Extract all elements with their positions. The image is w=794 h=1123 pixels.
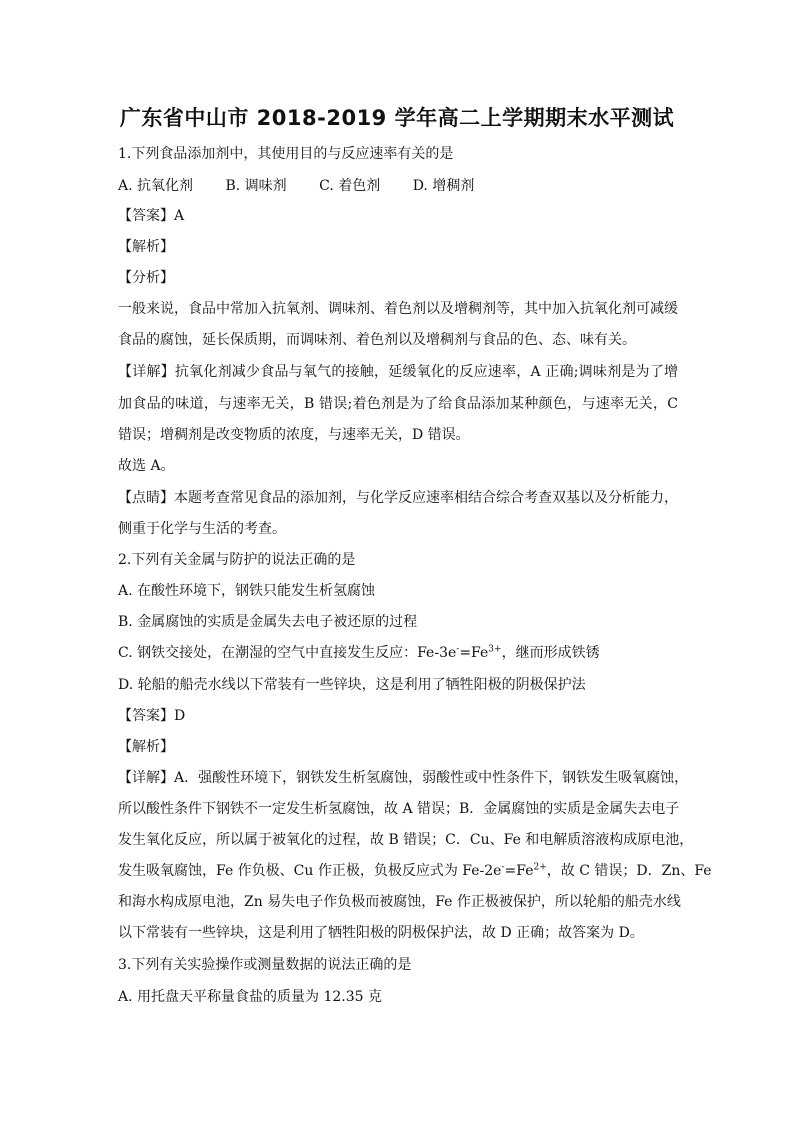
q1-option-d: D. 增稠剂 xyxy=(412,178,475,194)
q2-detail-line xyxy=(118,861,712,881)
q1-option-c: C. 着色剂 xyxy=(319,178,381,194)
q1-comment-line: 侧重于化学与生活的考查。 xyxy=(118,521,286,537)
q2-option-b: B. 金属腐蚀的实质是金属失去电子被还原的过程 xyxy=(118,614,418,630)
q1-analysis-line: 一般来说，食品中常加入抗氧剂、调味剂、着色剂以及增稠剂等，其中加入抗氧化剂可减缓 xyxy=(118,301,678,317)
q2-option-c xyxy=(118,643,678,663)
q2-option-c-eq: =Fe xyxy=(459,645,489,661)
q2-option-c-text: C. 钢铁交接处，在潮湿的空气中直接发生反应：Fe-3e xyxy=(118,645,457,661)
q2-stem: 2.下列有关金属与防护的说法正确的是 xyxy=(118,552,356,568)
q2-detail-eq: =Fe xyxy=(504,863,534,879)
q1-jiexi-heading: 【解析】 xyxy=(118,239,174,255)
q2-jiexi-heading: 【解析】 xyxy=(118,739,174,755)
q1-conclusion: 故选 A。 xyxy=(118,458,175,474)
q2-detail-line: 【详解】A．强酸性环境下，钢铁发生析氢腐蚀，弱酸性或中性条件下，钢铁发生吸氧腐蚀， xyxy=(118,770,689,786)
q1-detail-line: 加食品的味道，与速率无关，B 错误;着色剂是为了给食品添加某种颜色，与速率无关，C xyxy=(118,396,678,412)
ion-charge-sup: 2+ xyxy=(533,862,547,873)
q1-stem: 1.下列食品添加剂中，其使用目的与反应速率有关的是 xyxy=(118,146,454,162)
q3-stem: 3.下列有关实验操作或测量数据的说法正确的是 xyxy=(118,957,412,973)
document-title: 广东省中山市 2018-2019 学年高二上学期期末水平测试 xyxy=(119,106,675,130)
q2-detail-end: ，故 C 错误；D．Zn、Fe xyxy=(546,863,712,879)
q1-option-b: B. 调味剂 xyxy=(225,178,287,194)
q1-answer: 【答案】A xyxy=(118,208,185,224)
ion-charge-sup: 3+ xyxy=(488,644,502,655)
q2-detail-line: 和海水构成原电池，Zn 易失电子作负极而被腐蚀，Fe 作正极被保护，所以轮船的船壳水线 xyxy=(118,894,681,910)
electron-charge-sup: - xyxy=(501,862,505,873)
q1-option-a: A. 抗氧化剂 xyxy=(118,178,194,194)
q1-analysis-line: 食品的腐蚀，延长保质期，而调味剂、着色剂以及增稠剂与食品的色、态、味有关。 xyxy=(118,332,636,348)
q1-detail-line: 【详解】抗氧化剂减少食品与氧气的接触，延缓氧化的反应速率，A 正确;调味剂是为了增 xyxy=(118,364,678,380)
electron-charge-sup: - xyxy=(456,644,460,655)
q2-option-d: D. 轮船的船壳水线以下常装有一些锌块，这是利用了牺牲阳极的阴极保护法 xyxy=(118,677,586,693)
q2-detail-text: 发生吸氧腐蚀，Fe 作负极、Cu 作正极，负极反应式为 Fe-2e xyxy=(118,863,502,879)
q2-detail-line: 以下常装有一些锌块，这是利用了牺牲阳极的阴极保护法，故 D 正确；故答案为 D。 xyxy=(118,925,644,941)
q1-detail-line: 错误；增稠剂是改变物质的浓度，与速率无关，D 错误。 xyxy=(118,427,470,443)
q1-fenxi-heading: 【分析】 xyxy=(118,270,174,286)
q2-answer: 【答案】D xyxy=(118,708,186,724)
q1-comment-line: 【点睛】本题考查常见食品的添加剂，与化学反应速率相结合综合考查双基以及分析能力， xyxy=(118,490,678,506)
q1-options xyxy=(118,176,678,196)
q2-detail-line: 发生氧化反应，所以属于被氧化的过程，故 B 错误；C．Cu、Fe 和电解质溶液构成原电池， xyxy=(118,832,694,848)
q2-detail-line: 所以酸性条件下钢铁不一定发生析氢腐蚀，故 A 错误；B．金属腐蚀的实质是金属失去电子 xyxy=(118,801,680,817)
q3-option-a: A. 用托盘天平称量食盐的质量为 12.35 克 xyxy=(118,989,382,1005)
q2-option-a: A. 在酸性环境下，钢铁只能发生析氢腐蚀 xyxy=(118,583,376,599)
q2-option-c-end: ，继而形成铁锈 xyxy=(501,645,600,661)
